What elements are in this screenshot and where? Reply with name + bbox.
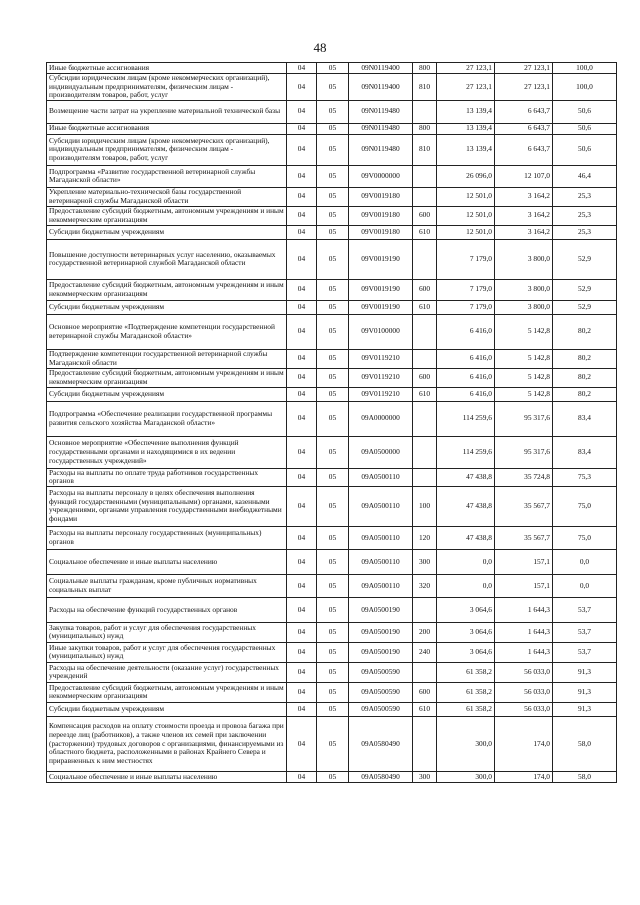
- cell-executed-amount: 35 567,7: [495, 526, 553, 549]
- table-row: [47, 300, 617, 314]
- cell-percent: 75,0: [553, 526, 617, 549]
- cell-percent: 52,9: [553, 300, 617, 314]
- cell-expense-type: [413, 468, 437, 486]
- cell-executed-amount: 56 033,0: [495, 702, 553, 716]
- table-row: [47, 597, 617, 622]
- table-row: [47, 239, 617, 279]
- cell-subsection: 05: [317, 468, 349, 486]
- table-row: [47, 486, 617, 526]
- cell-name: Субсидии бюджетным учреждениям: [47, 387, 287, 401]
- cell-name: Подпрограмма «Развитие государственной ветеринарной службы Магаданской области»: [47, 165, 287, 187]
- cell-planned-amount: 114 259,6: [437, 436, 495, 468]
- cell-section: 04: [287, 716, 317, 771]
- cell-subsection: 05: [317, 436, 349, 468]
- cell-name: Субсидии юридическим лицам (кроме некоммерческих организаций), индивидуальным предпринимателям, физическим лицам - производителям товаров, работ, услуг: [47, 134, 287, 165]
- cell-subsection: 05: [317, 349, 349, 368]
- cell-planned-amount: 0,0: [437, 549, 495, 574]
- cell-name: Компенсация расходов на оплату стоимости проезда и провоза багажа при переезде лиц (работников), а также членов их семей при заключении (расторжении) трудовых договоров с организациями, финансируемыми из областного бюджета, расположенными в районах Крайнего Севера и приравненных к ним местностях: [47, 716, 287, 771]
- cell-subsection: 05: [317, 387, 349, 401]
- cell-section: 04: [287, 134, 317, 165]
- cell-expense-type: [413, 716, 437, 771]
- cell-target-article: 09N0119480: [349, 134, 413, 165]
- cell-subsection: 05: [317, 716, 349, 771]
- cell-expense-type: 800: [413, 63, 437, 74]
- cell-target-article: 09V0019180: [349, 225, 413, 239]
- cell-subsection: 05: [317, 368, 349, 387]
- cell-percent: 58,0: [553, 771, 617, 782]
- cell-section: 04: [287, 549, 317, 574]
- cell-percent: 83,4: [553, 401, 617, 436]
- cell-name: Предоставление субсидий бюджетным, автономным учреждениям и иным некоммерческим организациям: [47, 682, 287, 702]
- cell-section: 04: [287, 574, 317, 597]
- table-row: [47, 100, 617, 123]
- cell-target-article: 09A0500590: [349, 662, 413, 682]
- cell-target-article: 09A0500110: [349, 574, 413, 597]
- cell-percent: 91,3: [553, 702, 617, 716]
- cell-executed-amount: 12 107,0: [495, 165, 553, 187]
- cell-name: Предоставление субсидий бюджетным, автономным учреждениям и иным некоммерческим организациям: [47, 279, 287, 300]
- cell-target-article: 09N0119480: [349, 100, 413, 123]
- cell-name: Расходы на обеспечение деятельности (оказание услуг) государственных учреждений: [47, 662, 287, 682]
- cell-executed-amount: 6 643,7: [495, 123, 553, 134]
- cell-percent: 50,6: [553, 123, 617, 134]
- cell-planned-amount: 7 179,0: [437, 279, 495, 300]
- cell-planned-amount: 6 416,0: [437, 368, 495, 387]
- table-row: [47, 468, 617, 486]
- cell-percent: 0,0: [553, 549, 617, 574]
- cell-percent: 91,3: [553, 662, 617, 682]
- cell-percent: 53,7: [553, 642, 617, 662]
- cell-percent: 53,7: [553, 597, 617, 622]
- table-row: [47, 436, 617, 468]
- cell-executed-amount: 56 033,0: [495, 682, 553, 702]
- cell-planned-amount: 300,0: [437, 716, 495, 771]
- cell-percent: 83,4: [553, 436, 617, 468]
- cell-target-article: 09V0019190: [349, 279, 413, 300]
- cell-subsection: 05: [317, 134, 349, 165]
- table-row: [47, 187, 617, 206]
- cell-percent: 52,9: [553, 279, 617, 300]
- table-row: [47, 716, 617, 771]
- cell-target-article: 09A0500190: [349, 622, 413, 642]
- cell-name: Субсидии юридическим лицам (кроме некоммерческих организаций), индивидуальным предпринимателям, физическим лицам - производителям товаров, работ, услуг: [47, 74, 287, 101]
- table-row: [47, 349, 617, 368]
- cell-target-article: 09A0500000: [349, 436, 413, 468]
- cell-executed-amount: 3 164,2: [495, 206, 553, 225]
- cell-section: 04: [287, 100, 317, 123]
- cell-expense-type: 610: [413, 225, 437, 239]
- cell-expense-type: [413, 239, 437, 279]
- cell-executed-amount: 5 142,8: [495, 368, 553, 387]
- cell-planned-amount: 6 416,0: [437, 387, 495, 401]
- cell-executed-amount: 6 643,7: [495, 134, 553, 165]
- cell-executed-amount: 35 567,7: [495, 486, 553, 526]
- cell-target-article: 09A0580490: [349, 771, 413, 782]
- cell-name: Закупка товаров, работ и услуг для обеспечения государственных (муниципальных) нужд: [47, 622, 287, 642]
- cell-section: 04: [287, 387, 317, 401]
- cell-section: 04: [287, 314, 317, 349]
- cell-name: Расходы на выплаты персоналу государственных (муниципальных) органов: [47, 526, 287, 549]
- cell-percent: 46,4: [553, 165, 617, 187]
- cell-percent: 50,6: [553, 100, 617, 123]
- cell-subsection: 05: [317, 123, 349, 134]
- cell-executed-amount: 3 800,0: [495, 300, 553, 314]
- cell-expense-type: 810: [413, 74, 437, 101]
- cell-name: Иные закупки товаров, работ и услуг для обеспечения государственных (муниципальных) нужд: [47, 642, 287, 662]
- table-row: [47, 63, 617, 74]
- cell-target-article: 09A0500110: [349, 549, 413, 574]
- cell-subsection: 05: [317, 225, 349, 239]
- table-row: [47, 368, 617, 387]
- cell-target-article: 09A0580490: [349, 716, 413, 771]
- cell-name: Социальное обеспечение и иные выплаты населению: [47, 771, 287, 782]
- table-row: [47, 74, 617, 101]
- cell-percent: 25,3: [553, 187, 617, 206]
- cell-expense-type: 600: [413, 206, 437, 225]
- cell-section: 04: [287, 597, 317, 622]
- cell-expense-type: [413, 662, 437, 682]
- cell-planned-amount: 7 179,0: [437, 239, 495, 279]
- cell-target-article: 09N0119400: [349, 74, 413, 101]
- table-row: [47, 682, 617, 702]
- cell-subsection: 05: [317, 401, 349, 436]
- cell-percent: 50,6: [553, 134, 617, 165]
- cell-expense-type: [413, 401, 437, 436]
- cell-executed-amount: 3 164,2: [495, 187, 553, 206]
- cell-section: 04: [287, 63, 317, 74]
- cell-planned-amount: 13 139,4: [437, 100, 495, 123]
- cell-target-article: 09V0019180: [349, 206, 413, 225]
- cell-target-article: 09A0500190: [349, 597, 413, 622]
- cell-expense-type: 200: [413, 622, 437, 642]
- cell-planned-amount: 3 064,6: [437, 642, 495, 662]
- cell-executed-amount: 6 643,7: [495, 100, 553, 123]
- cell-section: 04: [287, 526, 317, 549]
- cell-subsection: 05: [317, 682, 349, 702]
- cell-section: 04: [287, 401, 317, 436]
- cell-expense-type: 600: [413, 279, 437, 300]
- cell-section: 04: [287, 187, 317, 206]
- cell-name: Иные бюджетные ассигнования: [47, 63, 287, 74]
- cell-percent: 100,0: [553, 63, 617, 74]
- cell-name: Повышение доступности ветеринарных услуг населению, оказываемых государственной ветеринарной службой Магаданской области: [47, 239, 287, 279]
- cell-section: 04: [287, 239, 317, 279]
- cell-executed-amount: 3 800,0: [495, 279, 553, 300]
- cell-percent: 58,0: [553, 716, 617, 771]
- cell-expense-type: 100: [413, 486, 437, 526]
- cell-name: Расходы на обеспечение функций государственных органов: [47, 597, 287, 622]
- cell-name: Предоставление субсидий бюджетным, автономным учреждениям и иным некоммерческим организациям: [47, 206, 287, 225]
- cell-section: 04: [287, 225, 317, 239]
- cell-executed-amount: 3 800,0: [495, 239, 553, 279]
- cell-expense-type: 600: [413, 682, 437, 702]
- cell-expense-type: 300: [413, 771, 437, 782]
- table-row: [47, 622, 617, 642]
- cell-planned-amount: 300,0: [437, 771, 495, 782]
- cell-expense-type: [413, 597, 437, 622]
- cell-subsection: 05: [317, 549, 349, 574]
- table-row: [47, 771, 617, 782]
- cell-subsection: 05: [317, 622, 349, 642]
- cell-percent: 53,7: [553, 622, 617, 642]
- cell-planned-amount: 61 358,2: [437, 682, 495, 702]
- cell-section: 04: [287, 349, 317, 368]
- table-row: [47, 401, 617, 436]
- cell-expense-type: 240: [413, 642, 437, 662]
- cell-target-article: 09A0500590: [349, 702, 413, 716]
- table-row: [47, 206, 617, 225]
- cell-subsection: 05: [317, 314, 349, 349]
- cell-section: 04: [287, 682, 317, 702]
- cell-target-article: 09A0500590: [349, 682, 413, 702]
- cell-executed-amount: 1 644,3: [495, 597, 553, 622]
- table-row: [47, 123, 617, 134]
- cell-executed-amount: 157,1: [495, 574, 553, 597]
- cell-section: 04: [287, 279, 317, 300]
- table-row: [47, 642, 617, 662]
- cell-section: 04: [287, 368, 317, 387]
- cell-expense-type: 610: [413, 300, 437, 314]
- cell-target-article: 09V0019190: [349, 239, 413, 279]
- cell-executed-amount: 5 142,8: [495, 349, 553, 368]
- cell-section: 04: [287, 642, 317, 662]
- cell-name: Субсидии бюджетным учреждениям: [47, 702, 287, 716]
- cell-name: Расходы на выплаты по оплате труда работников государственных органов: [47, 468, 287, 486]
- cell-section: 04: [287, 486, 317, 526]
- cell-percent: 25,3: [553, 225, 617, 239]
- cell-subsection: 05: [317, 206, 349, 225]
- cell-expense-type: [413, 100, 437, 123]
- cell-name: Иные бюджетные ассигнования: [47, 123, 287, 134]
- cell-name: Возмещение части затрат на укрепление материальной технической базы: [47, 100, 287, 123]
- cell-subsection: 05: [317, 279, 349, 300]
- cell-name: Подтверждение компетенции государственной ветеринарной службы Магаданской области: [47, 349, 287, 368]
- cell-subsection: 05: [317, 300, 349, 314]
- cell-subsection: 05: [317, 165, 349, 187]
- cell-executed-amount: 3 164,2: [495, 225, 553, 239]
- table-row: [47, 702, 617, 716]
- cell-section: 04: [287, 702, 317, 716]
- cell-percent: 25,3: [553, 206, 617, 225]
- cell-subsection: 05: [317, 597, 349, 622]
- cell-planned-amount: 6 416,0: [437, 314, 495, 349]
- cell-target-article: 09A0500110: [349, 486, 413, 526]
- cell-target-article: 09V0100000: [349, 314, 413, 349]
- cell-expense-type: 610: [413, 702, 437, 716]
- cell-expense-type: [413, 187, 437, 206]
- table-row: [47, 662, 617, 682]
- cell-subsection: 05: [317, 239, 349, 279]
- cell-percent: 52,9: [553, 239, 617, 279]
- cell-target-article: 09N0119480: [349, 123, 413, 134]
- table-row: [47, 526, 617, 549]
- cell-percent: 0,0: [553, 574, 617, 597]
- cell-executed-amount: 95 317,6: [495, 436, 553, 468]
- cell-section: 04: [287, 123, 317, 134]
- cell-executed-amount: 157,1: [495, 549, 553, 574]
- cell-name: Социальные выплаты гражданам, кроме публичных нормативных социальных выплат: [47, 574, 287, 597]
- cell-subsection: 05: [317, 642, 349, 662]
- cell-name: Субсидии бюджетным учреждениям: [47, 225, 287, 239]
- cell-section: 04: [287, 622, 317, 642]
- cell-planned-amount: 12 501,0: [437, 206, 495, 225]
- cell-expense-type: 300: [413, 549, 437, 574]
- cell-executed-amount: 56 033,0: [495, 662, 553, 682]
- cell-target-article: 09V0019180: [349, 187, 413, 206]
- cell-subsection: 05: [317, 574, 349, 597]
- cell-section: 04: [287, 74, 317, 101]
- cell-planned-amount: 26 096,0: [437, 165, 495, 187]
- cell-section: 04: [287, 300, 317, 314]
- cell-executed-amount: 174,0: [495, 771, 553, 782]
- table-row: [47, 279, 617, 300]
- cell-executed-amount: 5 142,8: [495, 387, 553, 401]
- cell-target-article: 09A0500110: [349, 468, 413, 486]
- cell-target-article: 09N0119400: [349, 63, 413, 74]
- cell-executed-amount: 5 142,8: [495, 314, 553, 349]
- cell-name: Укрепление материально-технической базы государственной ветеринарной службы Магаданской области: [47, 187, 287, 206]
- cell-percent: 80,2: [553, 387, 617, 401]
- cell-target-article: 09V0000000: [349, 165, 413, 187]
- cell-executed-amount: 35 724,8: [495, 468, 553, 486]
- cell-planned-amount: 3 064,6: [437, 597, 495, 622]
- cell-target-article: 09A0500190: [349, 642, 413, 662]
- cell-target-article: 09V0119210: [349, 387, 413, 401]
- cell-expense-type: 120: [413, 526, 437, 549]
- cell-section: 04: [287, 771, 317, 782]
- cell-subsection: 05: [317, 63, 349, 74]
- cell-percent: 100,0: [553, 74, 617, 101]
- cell-expense-type: [413, 314, 437, 349]
- cell-executed-amount: 174,0: [495, 716, 553, 771]
- cell-executed-amount: 1 644,3: [495, 622, 553, 642]
- table-row: [47, 134, 617, 165]
- cell-planned-amount: 3 064,6: [437, 622, 495, 642]
- cell-planned-amount: 6 416,0: [437, 349, 495, 368]
- page-number: 48: [313, 40, 327, 55]
- cell-planned-amount: 7 179,0: [437, 300, 495, 314]
- cell-percent: 75,3: [553, 468, 617, 486]
- cell-name: Расходы на выплаты персоналу в целях обеспечения выполнения функций государственными (муниципальными) органами, казенными учреждениями, органами управления государственными внебюджетными фондами: [47, 486, 287, 526]
- cell-subsection: 05: [317, 662, 349, 682]
- table-row: [47, 387, 617, 401]
- cell-subsection: 05: [317, 702, 349, 716]
- cell-subsection: 05: [317, 100, 349, 123]
- cell-target-article: 09A0500110: [349, 526, 413, 549]
- cell-subsection: 05: [317, 526, 349, 549]
- cell-subsection: 05: [317, 74, 349, 101]
- cell-planned-amount: 47 438,8: [437, 468, 495, 486]
- cell-target-article: 09A0000000: [349, 401, 413, 436]
- table-row: [47, 314, 617, 349]
- cell-expense-type: 610: [413, 387, 437, 401]
- cell-expense-type: [413, 349, 437, 368]
- cell-section: 04: [287, 468, 317, 486]
- cell-section: 04: [287, 662, 317, 682]
- table-row: [47, 165, 617, 187]
- cell-planned-amount: 0,0: [437, 574, 495, 597]
- cell-name: Субсидии бюджетным учреждениям: [47, 300, 287, 314]
- cell-expense-type: 800: [413, 123, 437, 134]
- cell-section: 04: [287, 165, 317, 187]
- cell-section: 04: [287, 436, 317, 468]
- cell-expense-type: 600: [413, 368, 437, 387]
- cell-name: Основное мероприятие «Обеспечение выполнения функций государственными органами и находящимися в их ведении государственных учреждений»: [47, 436, 287, 468]
- cell-name: Подпрограмма «Обеспечение реализации государственной программы развития сельского хозяйства Магаданской области»: [47, 401, 287, 436]
- cell-percent: 80,2: [553, 314, 617, 349]
- table-row: [47, 549, 617, 574]
- cell-percent: 80,2: [553, 349, 617, 368]
- cell-percent: 91,3: [553, 682, 617, 702]
- cell-section: 04: [287, 206, 317, 225]
- cell-target-article: 09V0119210: [349, 349, 413, 368]
- cell-planned-amount: 47 438,8: [437, 486, 495, 526]
- cell-planned-amount: 114 259,6: [437, 401, 495, 436]
- cell-target-article: 09V0119210: [349, 368, 413, 387]
- cell-expense-type: 320: [413, 574, 437, 597]
- cell-planned-amount: 27 123,1: [437, 63, 495, 74]
- cell-executed-amount: 27 123,1: [495, 63, 553, 74]
- cell-name: Социальное обеспечение и иные выплаты населению: [47, 549, 287, 574]
- cell-executed-amount: 27 123,1: [495, 74, 553, 101]
- cell-planned-amount: 47 438,8: [437, 526, 495, 549]
- table-row: [47, 225, 617, 239]
- cell-expense-type: [413, 436, 437, 468]
- cell-planned-amount: 61 358,2: [437, 662, 495, 682]
- cell-expense-type: [413, 165, 437, 187]
- table-body: [47, 63, 617, 783]
- cell-expense-type: 810: [413, 134, 437, 165]
- cell-executed-amount: 1 644,3: [495, 642, 553, 662]
- table-row: [47, 574, 617, 597]
- cell-subsection: 05: [317, 187, 349, 206]
- cell-name: Основное мероприятие «Подтверждение компетенции государственной ветеринарной службы Магаданской области»: [47, 314, 287, 349]
- cell-subsection: 05: [317, 771, 349, 782]
- cell-subsection: 05: [317, 486, 349, 526]
- cell-percent: 75,0: [553, 486, 617, 526]
- cell-name: Предоставление субсидий бюджетным, автономным учреждениям и иным некоммерческим организациям: [47, 368, 287, 387]
- cell-planned-amount: 61 358,2: [437, 702, 495, 716]
- budget-table: [46, 62, 617, 783]
- cell-planned-amount: 27 123,1: [437, 74, 495, 101]
- cell-executed-amount: 95 317,6: [495, 401, 553, 436]
- cell-percent: 80,2: [553, 368, 617, 387]
- cell-planned-amount: 12 501,0: [437, 225, 495, 239]
- cell-planned-amount: 13 139,4: [437, 134, 495, 165]
- cell-planned-amount: 13 139,4: [437, 123, 495, 134]
- cell-planned-amount: 12 501,0: [437, 187, 495, 206]
- cell-target-article: 09V0019190: [349, 300, 413, 314]
